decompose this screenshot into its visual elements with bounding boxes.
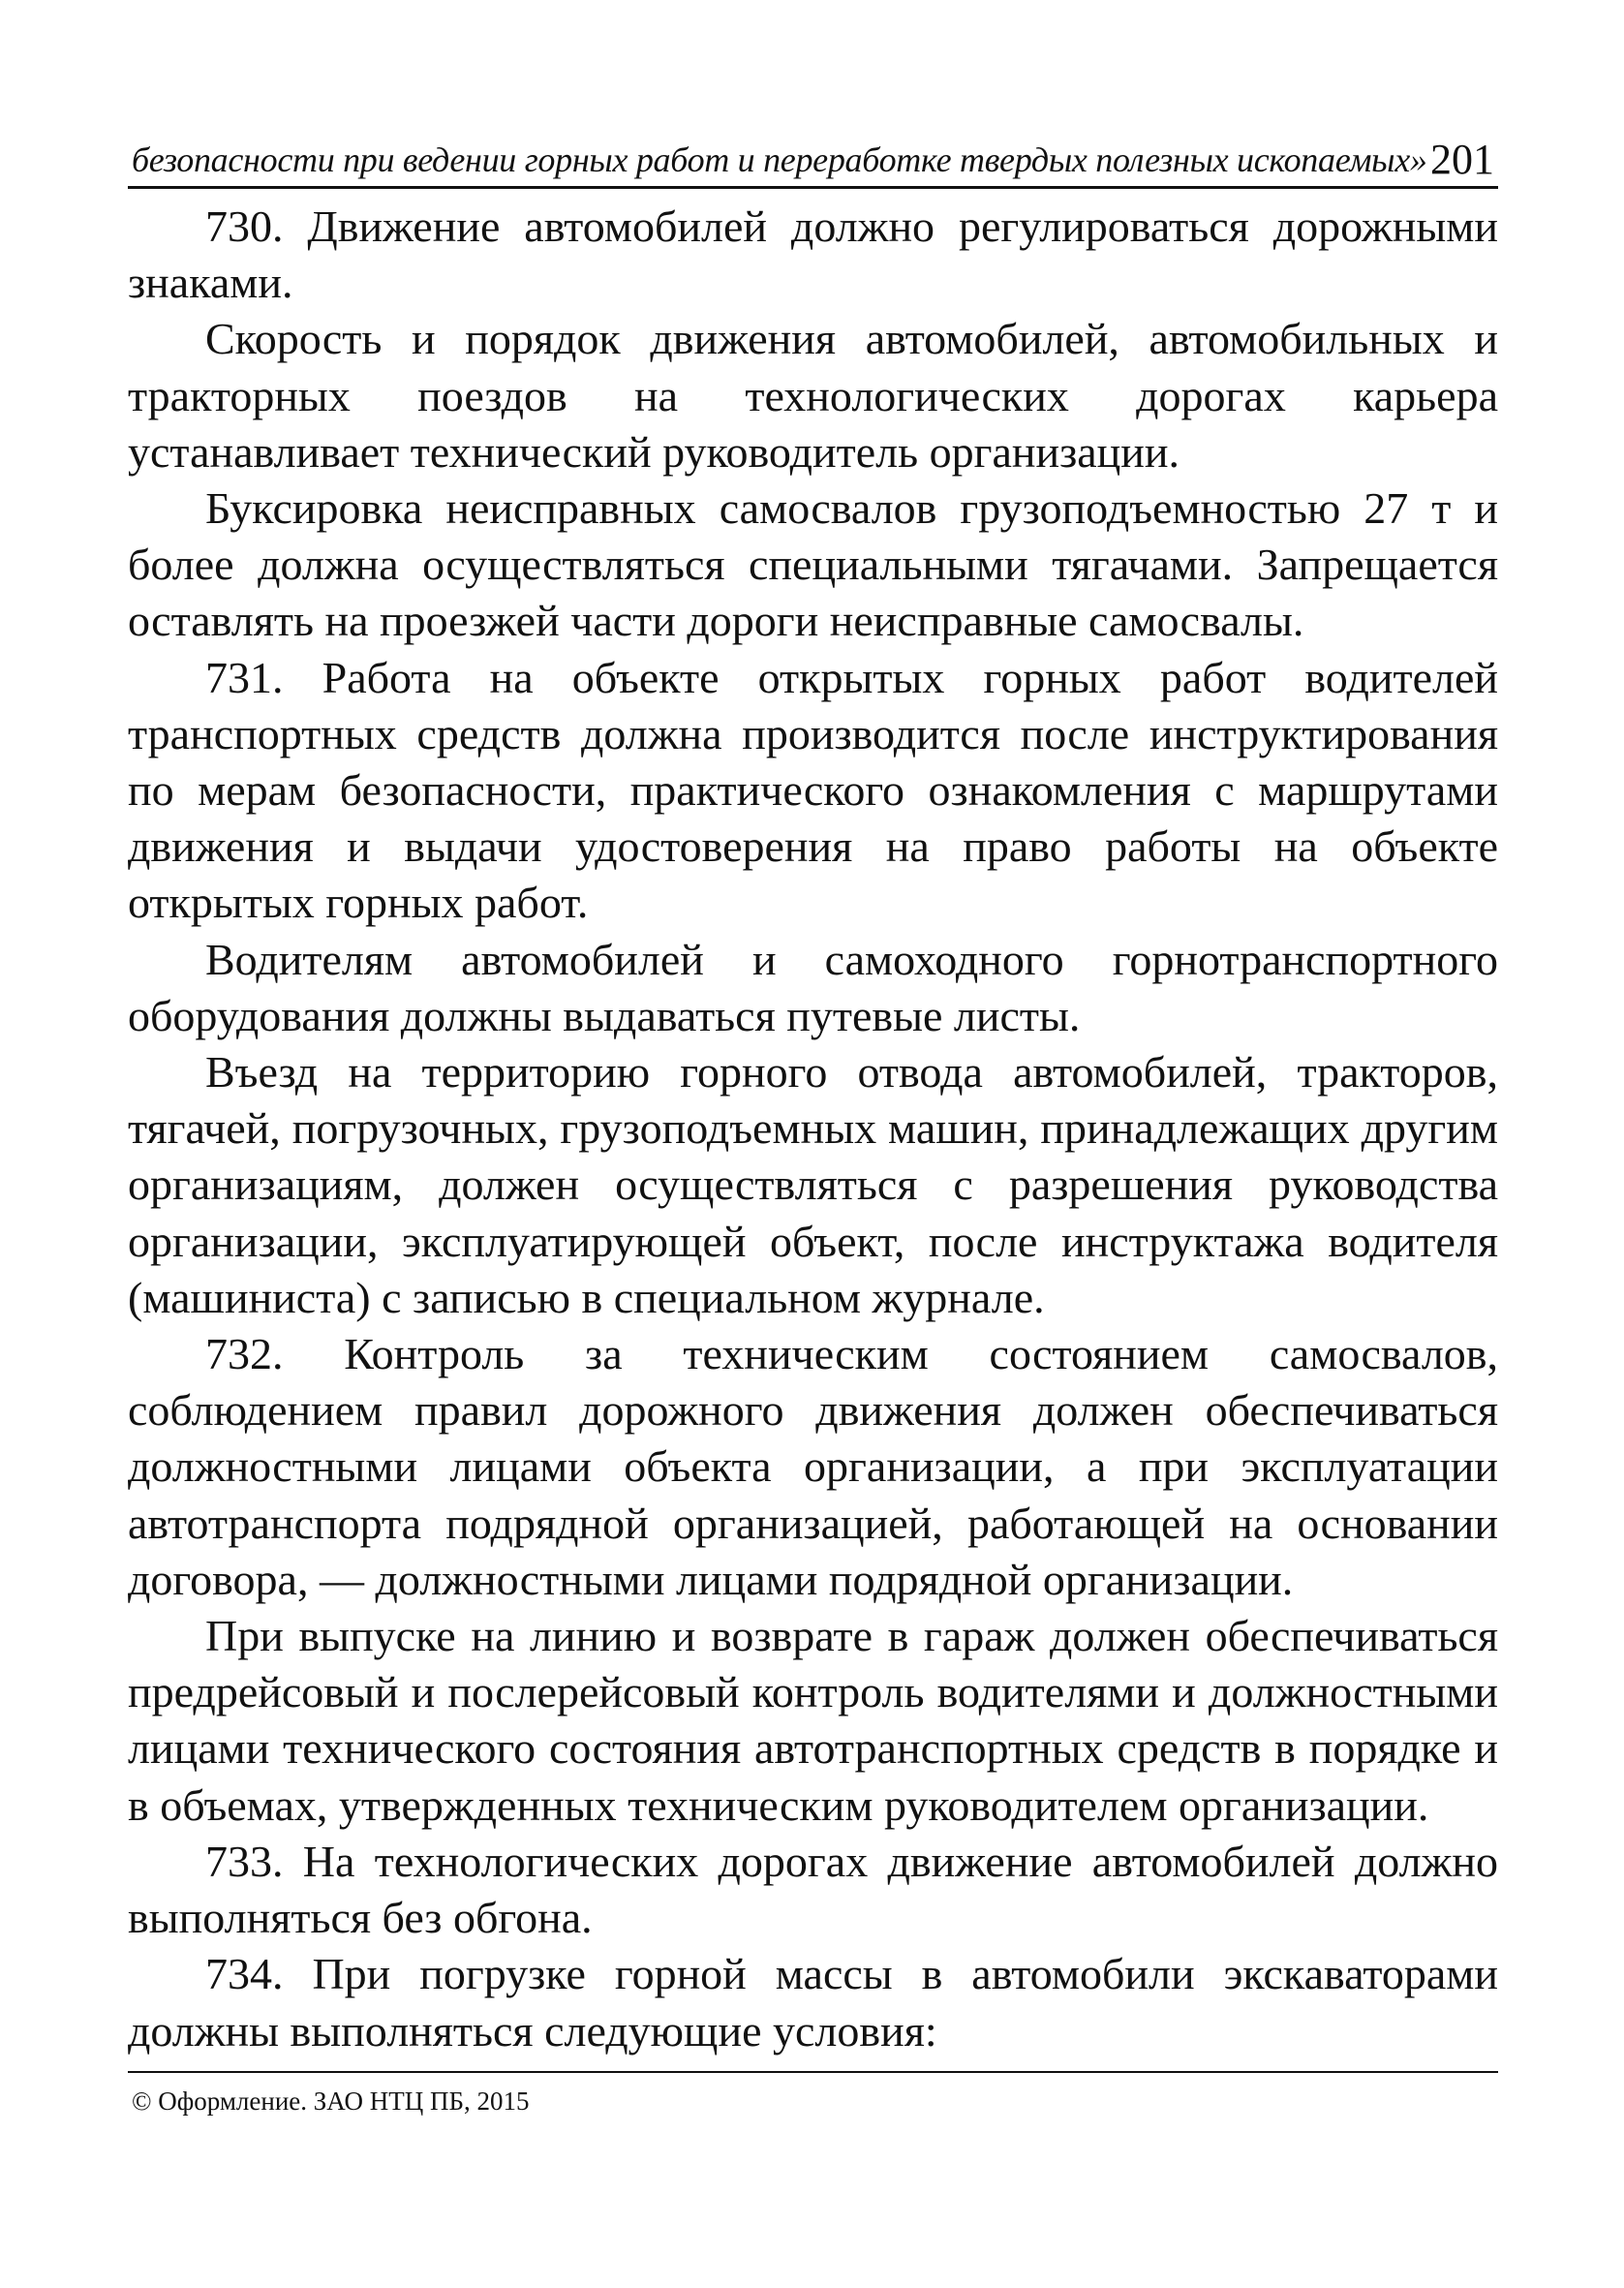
- paragraph-732: 732. Контроль за техническим состоянием самосвалов, соблюдением правил дорожного движения должен обеспечиваться должностными лицами объекта организации, а при эксплуатации автотранспорта подрядной организацией, работающей на основании договора, — должностными лицами подрядной организации.: [128, 1329, 1498, 1604]
- paragraph-speed: Скорость и порядок движения автомобилей, автомобильных и тракторных поездов на технологических дорогах карьера устанавливает технический руководитель организации.: [128, 314, 1498, 477]
- paragraph-towing: Буксировка неисправных самосвалов грузоподъемностью 27 т и более должна осуществляться специальными тягачами. Запрещается оставлять на проезжей части дороги неисправные самосвалы.: [128, 483, 1498, 646]
- running-header-title: безопасности при ведении горных работ и переработке твердых полезных ископаемых»: [132, 140, 1427, 179]
- paragraph-entry: Въезд на территорию горного отвода автомобилей, тракторов, тягачей, погрузочных, грузоподъемных машин, принадлежащих другим организациям, должен осуществляться с разрешения руководства организации, эксплуатирующей объект, после инструктажа водителя (машиниста) с записью в специальном журнале.: [128, 1047, 1498, 1322]
- page-number: 201: [1430, 136, 1494, 183]
- paragraph-waybills: Водителям автомобилей и самоходного горнотранспортного оборудования должны выдаваться путевые листы.: [128, 934, 1498, 1040]
- footer-divider: [128, 2071, 1498, 2073]
- paragraph-733: 733. На технологических дорогах движение автомобилей должно выполняться без обгона.: [128, 1836, 1498, 1943]
- body-text: [128, 199, 1498, 2059]
- paragraph-734: 734. При погрузке горной массы в автомобили экскаваторами должны выполняться следующие условия:: [128, 1949, 1498, 2056]
- paragraph-731: 731. Работа на объекте открытых горных работ водителей транспортных средств должна производится после инструктирования по мерам безопасности, практического ознакомления с маршрутами движения и выдачи удостоверения на право работы на объекте открытых горных работ.: [128, 652, 1498, 928]
- document-page: [128, 126, 1498, 2180]
- footer-copyright: © Оформление. ЗАО НТЦ ПБ, 2015: [132, 2087, 530, 2116]
- paragraph-730: 730. Движение автомобилей должно регулироваться дорожными знаками.: [128, 201, 1498, 308]
- running-header: [128, 126, 1498, 189]
- paragraph-control: При выпуске на линию и возврате в гараж должен обеспечиваться предрейсовый и послерейсовый контроль водителями и должностными лицами технического состояния автотранспортных средств в порядке и в объемах, утвержденных техническим руководителем организации.: [128, 1611, 1498, 1830]
